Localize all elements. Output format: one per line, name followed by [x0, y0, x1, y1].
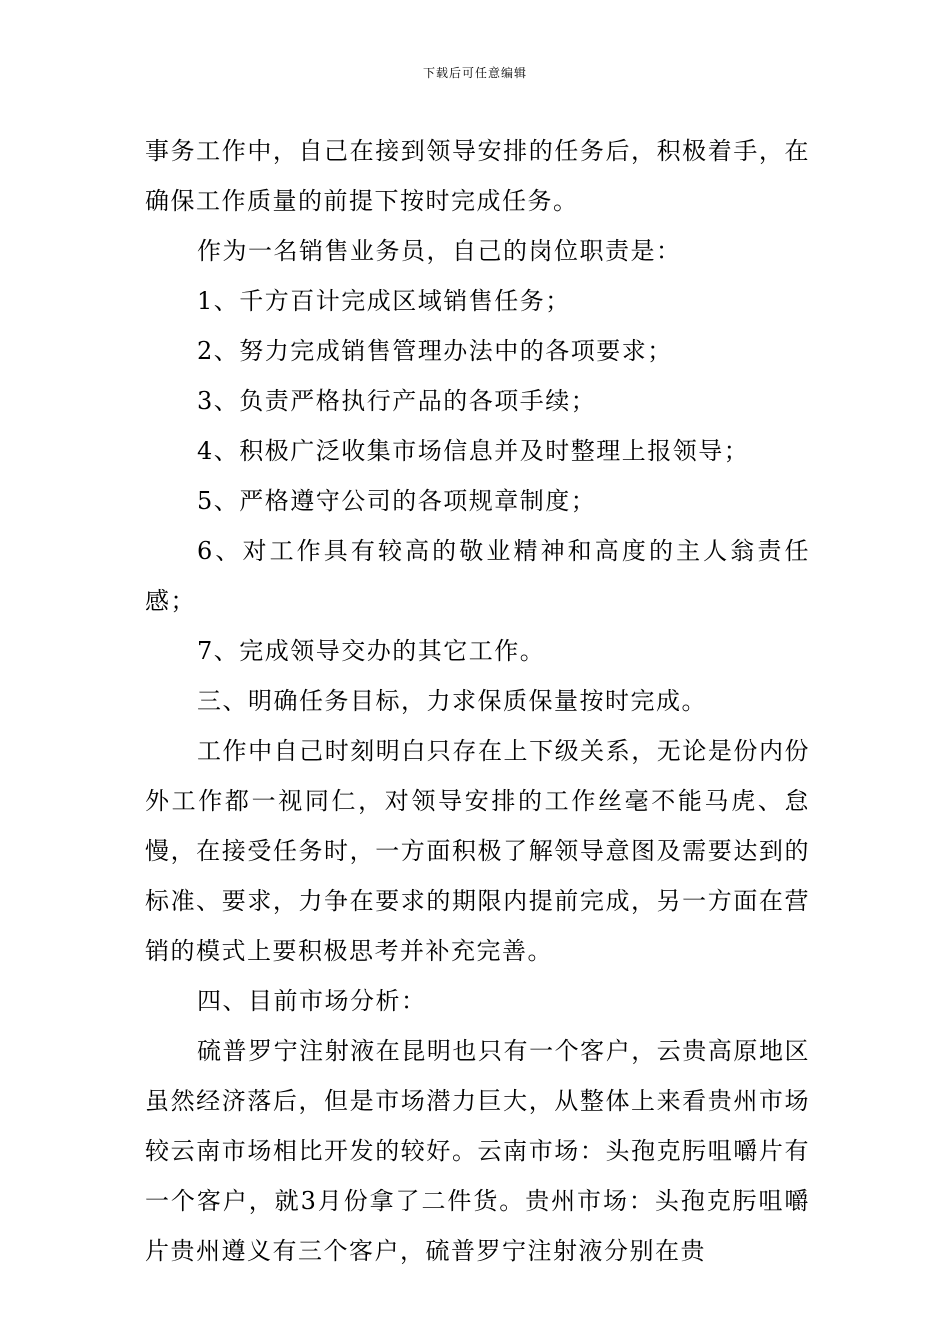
paragraph-duties-heading: 作为一名销售业务员，自己的岗位职责是：	[197, 237, 682, 265]
list-item-duty-7: 7、完成领导交办的其它工作。	[197, 637, 546, 665]
paragraph-intro: 事务工作中，自己在接到领导安排的任务后，积极着手，在确保工作质量的前提下按时完成任务。	[145, 137, 810, 215]
list-item-duty-2: 2、努力完成销售管理办法中的各项要求；	[197, 337, 673, 365]
list-item-duty-3: 3、负责严格执行产品的各项手续；	[197, 387, 597, 415]
list-item-duty-1: 1、千方百计完成区域销售任务；	[197, 287, 571, 315]
section-heading-three: 三、明确任务目标，力求保质保量按时完成。	[197, 687, 707, 715]
list-item-duty-4: 4、积极广泛收集市场信息并及时整理上报领导；	[197, 437, 750, 465]
list-item-duty-5: 5、严格遵守公司的各项规章制度；	[197, 487, 597, 515]
list-item-duty-6: 6、对工作具有较高的敬业精神和高度的主人翁责任感；	[145, 537, 810, 615]
paragraph-market-analysis: 硫普罗宁注射液在昆明也只有一个客户，云贵高原地区虽然经济落后，但是市场潜力巨大，从整体上来看贵州市场较云南市场相比开发的较好。云南市场：头孢克肟咀嚼片有一个客户，就3月份拿了二件货。贵州市场：头孢克肟咀嚼片贵州遵义有三个客户，硫普罗宁注射液分别在贵	[145, 1037, 810, 1265]
section-heading-four: 四、目前市场分析：	[197, 987, 427, 1015]
document-body	[145, 126, 810, 1276]
page-header-note: 下载后可任意编辑	[422, 66, 527, 80]
paragraph-work-attitude: 工作中自己时刻明白只存在上下级关系，无论是份内份外工作都一视同仁，对领导安排的工作丝毫不能马虎、怠慢，在接受任务时，一方面积极了解领导意图及需要达到的标准、要求，力争在要求的期限内提前完成，另一方面在营销的模式上要积极思考并补充完善。	[145, 737, 810, 965]
